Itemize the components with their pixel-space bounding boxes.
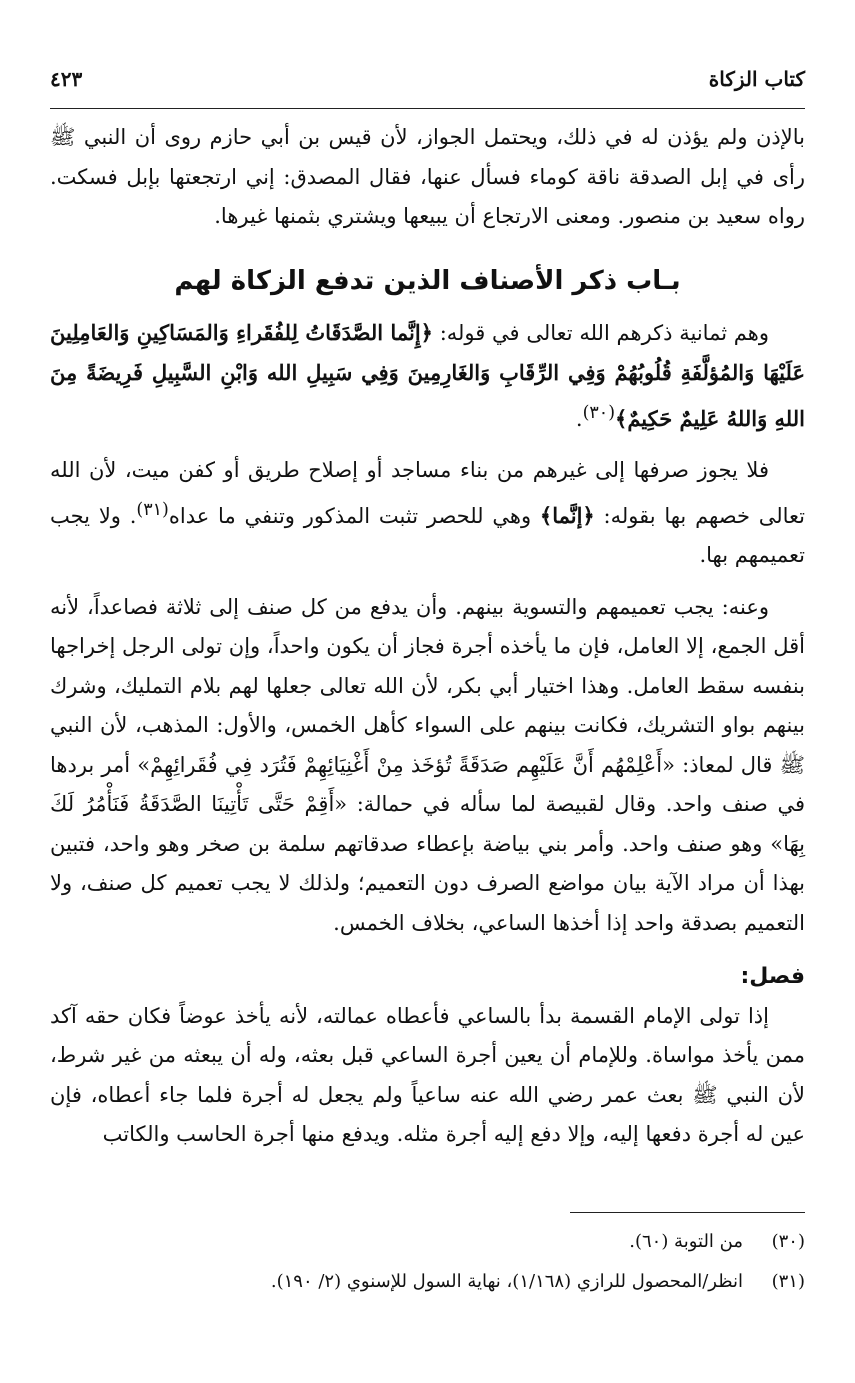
p3-a: فلا يجوز صرفها إلى غيرهم من بناء مساجد أو إصلاح طريق أو كفن ميت، لأن الله تعالى خصهم بها بقوله:: [50, 458, 805, 528]
footnotes: [50, 1222, 805, 1302]
footnote-text: من التوبة (٦٠).: [629, 1231, 743, 1252]
paragraph-5: إذا تولى الإمام القسمة بدأ بالساعي فأعطاه عمالته، لأنه يأخذ عوضاً فكان حقه آكد ممن يأخذ مواساة. وللإمام أن يعين أجرة الساعي قبل بعثه، وله أن يبعثه من غير شرط، لأن النبي ﷺ بعث عمر رضي الله عنه ساعياً ولم يجعل له أجرة فلما جاء أعطاه، فإن عين له أجرة دفعها إليه، وإلا دفع إليه أجرة مثله. ويدفع منها أجرة الحاسب والكاتب: [50, 1003, 805, 1146]
footnote-ref-31: (٣١): [136, 499, 169, 520]
paragraph-2: [50, 313, 805, 440]
p3-b: وهي للحصر تثبت المذكور وتنفي ما عداه: [168, 503, 540, 528]
footnote-30: [50, 1222, 805, 1262]
paragraph-3: [50, 451, 805, 576]
running-title: كتاب الزكاة: [708, 67, 805, 91]
p3-c: . ولا يجب تعميمهم بها.: [50, 503, 805, 567]
footnote-rule: [570, 1212, 805, 1213]
page-number: ٤٢٣: [50, 67, 83, 91]
page-header: [50, 55, 805, 91]
footnote-number: (٣١): [771, 1271, 805, 1292]
p1-line-2: ﷺ رأى في إبل الصدقة ناقة كوماء فسأل عنها، فقال المصدق: إني ارتجعتها بإبل: [50, 125, 805, 189]
chapter-heading: بـاب ذكر الأصناف الذين تدفع الزكاة لهم: [174, 265, 681, 296]
p1-line-3: فسكت. رواه سعيد بن منصور. ومعنى الارتجاع أن يبيعها ويشتري بثمنها غيرها.: [50, 164, 805, 228]
p2-intro: وهم ثمانية ذكرهم الله تعالى في قوله:: [432, 320, 769, 345]
p1-line-1: بالإذن ولم يؤذن له في ذلك، ويحتمل الجواز، لأن قيس بن أبي حازم روى أن النبي: [83, 125, 805, 149]
header-rule: [50, 108, 805, 109]
quran-word: ﴿إنَّما﴾: [539, 502, 595, 528]
footnote-31: [50, 1262, 805, 1302]
footnote-text: انظر/المحصول للرازي (١/١٦٨)، نهاية السول للإسنوي (٢/ ١٩٠).: [270, 1271, 743, 1292]
p2-end: .: [575, 406, 583, 431]
footnote-number: (٣٠): [771, 1231, 805, 1252]
main-text: [50, 118, 805, 1155]
quran-verse: ﴿إِنَّما الصَّدَقَاتُ لِلفُقَراءِ وَالمَسَاكِينِ وَالعَامِلِينَ عَلَيْهَا وَالمُؤلَّفَةِ قُلُوبُهُمْ وَفِي الرِّقَابِ وَالغَارِمِينَ وَفِي سَبِيلِ الله وَابْنِ السَّبِيلِ فَرِيضَةً مِنَ اللهِ وَاللهُ عَلِيمٌ حَكِيمٌ﴾: [50, 319, 805, 431]
paragraph-1: [50, 118, 805, 237]
paragraph-4: وعنه: يجب تعميمهم والتسوية بينهم. وأن يدفع من كل صنف إلى ثلاثة فصاعداً، لأنه أقل الجمع، إلا العامل، فإن ما يأخذه أجرة فجاز أن يكون واحداً، وإن تولى الرجل إخراجها بنفسه سقط العامل. وهذا اختيار أبي بكر، لأن الله تعالى جعلها لهم بلام التمليك، وشرك بينهم بواو التشريك، فكانت بينهم على السواء كأهل الخمس، والأول: المذهب، لأن النبي ﷺ قال لمعاذ: «أَعْلِمْهُم أَنَّ عَلَيْهِم صَدَقَةً تُؤخَذ مِنْ أَغْنِيَائِهِمْ فَتُرَد فِي فُقَرائِهِمْ» أمر بردها في صنف واحد. وقال لقبيصة لما سأله في حمالة: «أَقِمْ حَتَّى تَأْتِينَا الصَّدَقَةُ فَنَأْمُرُ لَكَ بِهَا» وهو صنف واحد. وأمر بني بياضة بإعطاء صدقاتهم سلمة بن صخر وهو واحد، فتبين بهذا أن مراد الآية بيان مواضع الصرف دون التعميم؛ ولذلك لا يجب تعميم كل صنف، ولا التعميم بصدقة واحد إذا أخذها الساعي، بخلاف الخمس.: [50, 594, 805, 935]
section-label: فصل:: [740, 964, 805, 989]
footnote-ref-30: (٣٠): [582, 402, 616, 423]
